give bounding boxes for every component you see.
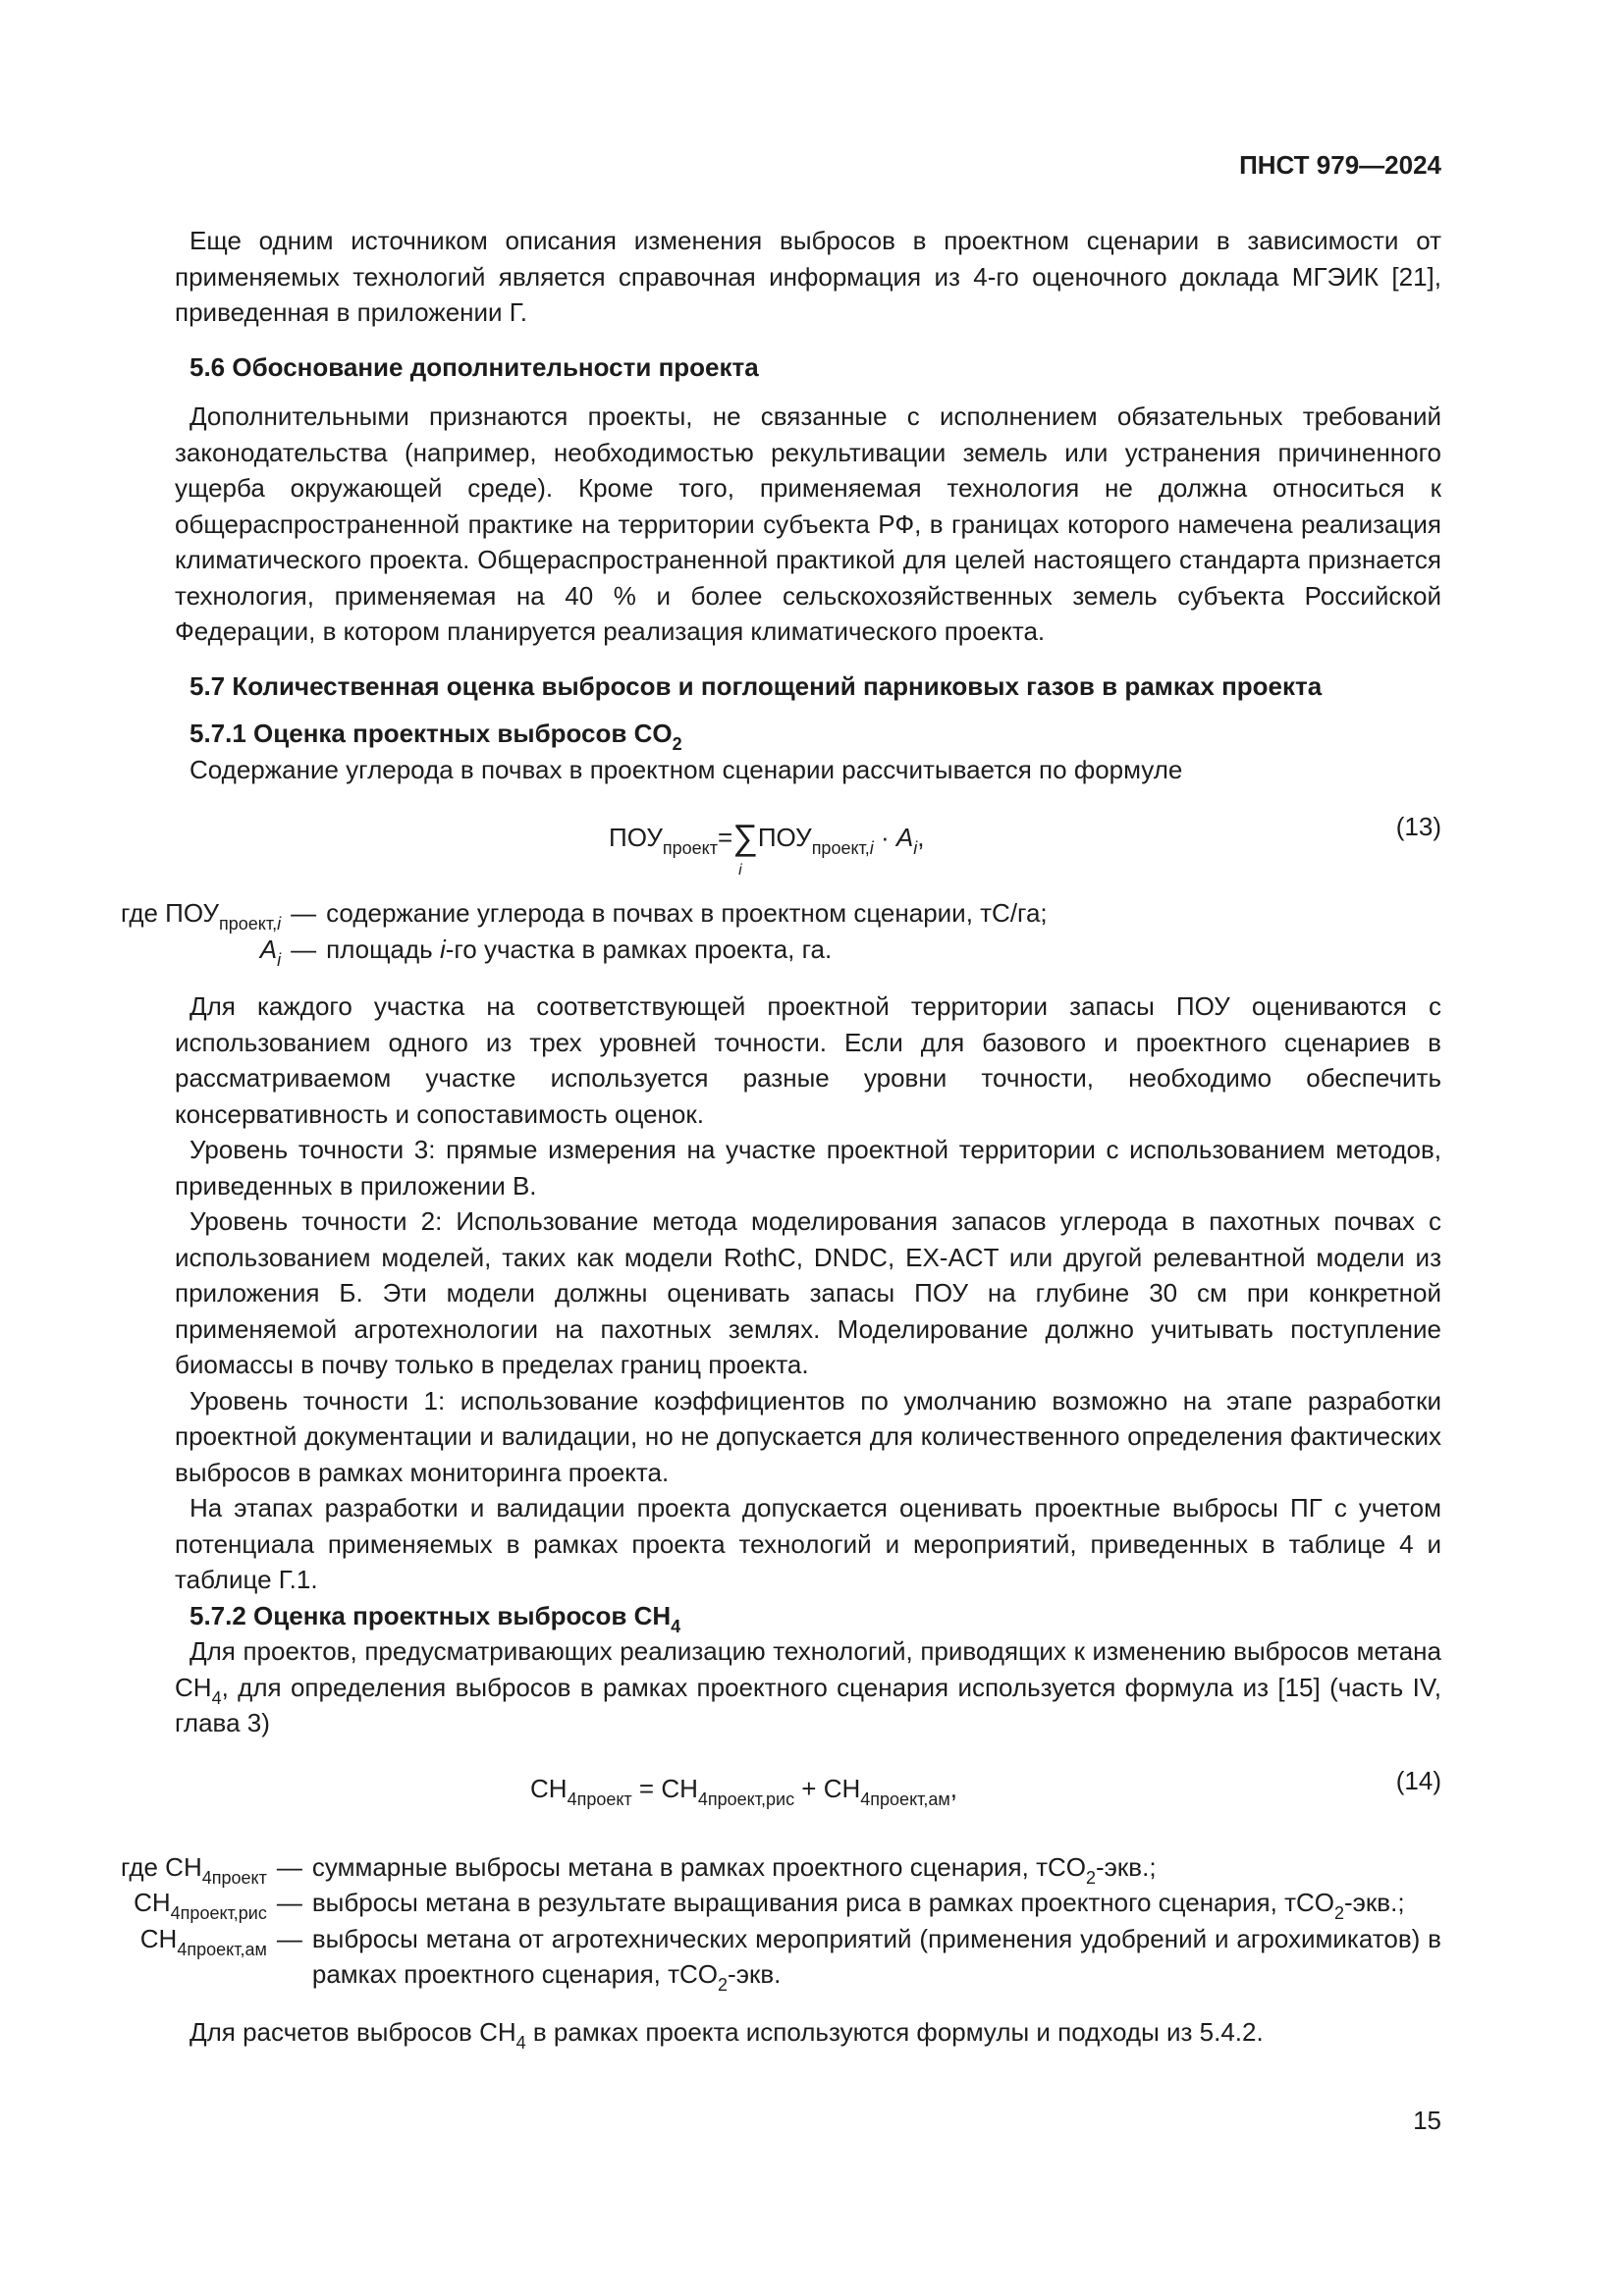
section-5-7-1-lead: Содержание углерода в почвах в проектном сценарии рассчитывается по формуле (189, 754, 1183, 784)
formula-13 (175, 809, 1441, 878)
accuracy-level-2-paragraph: Уровень точности 2: Использование метода моделирования запасов углерода в пахотных почвах с использованием моделей, таких как модели RothC, DNDC, EX-ACT или другой релевантной модели из приложения Б. Эти модели должны оценивать запасы ПОУ на глубине 30 см при конкретной применяемой агротехнологии на пахотных землях. Моделирование должно учитывать поступление биомассы в почву только в пределах границ проекта. (175, 1206, 1441, 1379)
definition-row: $CH_{4проект,рис}$ — выбросы метана в результате выращивания риса в рамках проектного сценария, тCO$_2$-экв.; (134, 1888, 1405, 1923)
section-5-7-2-title: 5.7.2 Оценка проектных выбросов $CH_4$ (189, 1600, 681, 1636)
page-content (121, 223, 1441, 2053)
formula-14-body: $CH_{4проект} = CH_{4проект,рис} + CH_{4проект,ам}$, (530, 1773, 958, 1809)
intro-paragraph: Еще одним источником описания изменения выбросов в проектном сценарии в зависимости от применяемых технологий является справочная информация из 4-го оценочного доклада МГЭИК [21], приведенная в приложении Г. (175, 226, 1441, 327)
formula-14-number: (14) (1395, 1765, 1441, 1795)
section-5-6-title: 5.6 Обоснование дополнительности проекта (189, 351, 759, 382)
definition-row: где $CH_{4проект}$ — суммарные выбросы метана в рамках проектного сценария, тCO$_2$-экв.; (121, 1851, 1157, 1888)
definition-row: $A_i$ — площадь i-го участка в рамках проекта, га. (259, 934, 833, 970)
accuracy-intro-paragraph: Для каждого участка на соответствующей проектной территории запасы ПОУ оцениваются с использованием одного из трех уровней точности. Если для базового и проектного сценариев в рассматриваемом участке используется разные уровни точности, необходимо обеспечить консервативность и сопоставимость оценок. (175, 991, 1441, 1129)
final-paragraph: Для расчетов выбросов $CH_4$ в рамках проекта используются формулы и подходы из 5.4.2. (189, 2016, 1264, 2053)
accuracy-level-1-paragraph: Уровень точности 1: использование коэффициентов по умолчанию возможно на этапе разработки проектной документации и валидации, но не допускается для количественного определения фактических выбросов в рамках мониторинга проекта. (175, 1385, 1441, 1487)
section-5-7-2-lead: Для проектов, предусматривающих реализацию технологий, приводящих к изменению выбросов метана $CH_4$, для определения выбросов в рамках проектного сценария используется формула из [15] (часть IV, глава 3) (175, 1636, 1441, 1737)
definition-row: $CH_{4проект,ам}$ — выбросы метана от агротехнических мероприятий (применения удобрений и агрохимикатов) в рамках проектного сценария, тCO$_2$-экв. (139, 1923, 1441, 1995)
section-5-7-title: 5.7 Количественная оценка выбросов и поглощений парниковых газов в рамках проекта (189, 670, 1323, 701)
formula-14 (175, 1763, 1441, 1832)
sum-sign: ∑ i (732, 817, 758, 879)
document-code: ПНСТ 979—2024 (1239, 150, 1441, 180)
formula-13-body: $ПОУ_{проект}=\sum$ i $ПОУ_{проект,i} \cdot A_i$, (609, 817, 925, 879)
formula-13-number: (13) (1395, 812, 1441, 841)
section-5-6-paragraph: Дополнительными признаются проекты, не связанные с исполнением обязательных требований законодательства (например, необходимостью рекультивации земель или устранения причиненного ущерба окружающей среде). Кроме того, применяемая технология не должна относиться к общераспространенной практике на территории субъекта РФ, в границах которого намечена реализация климатического проекта. Общераспространенной практикой для целей настоящего стандарта признается технология, применяемая на 40 % и более сельскохозяйственных земель субъекта Российской Федерации, в котором планируется реализация климатического проекта. (175, 401, 1441, 646)
validation-paragraph: На этапах разработки и валидации проекта допускается оценивать проектные выбросы ПГ с учетом потенциала применяемых в рамках проекта технологий и мероприятий, приведенных в таблице 4 и таблице Г.1. (175, 1493, 1441, 1594)
accuracy-level-3-paragraph: Уровень точности 3: прямые измерения на участке проектной территории с использованием методов, приведенных в приложении В. (175, 1135, 1441, 1201)
formula-14-definitions (121, 1849, 1441, 1993)
formula-13-definitions (121, 895, 1048, 970)
page-number: 15 (1413, 2106, 1441, 2135)
section-5-7-1-title: 5.7.1 Оценка проектных выбросов $CO_2$ (189, 719, 682, 754)
definition-row: где $ПОУ_{проект,i}$ — содержание углерода в почвах в проектном сценарии, тС/га; (121, 898, 1048, 934)
